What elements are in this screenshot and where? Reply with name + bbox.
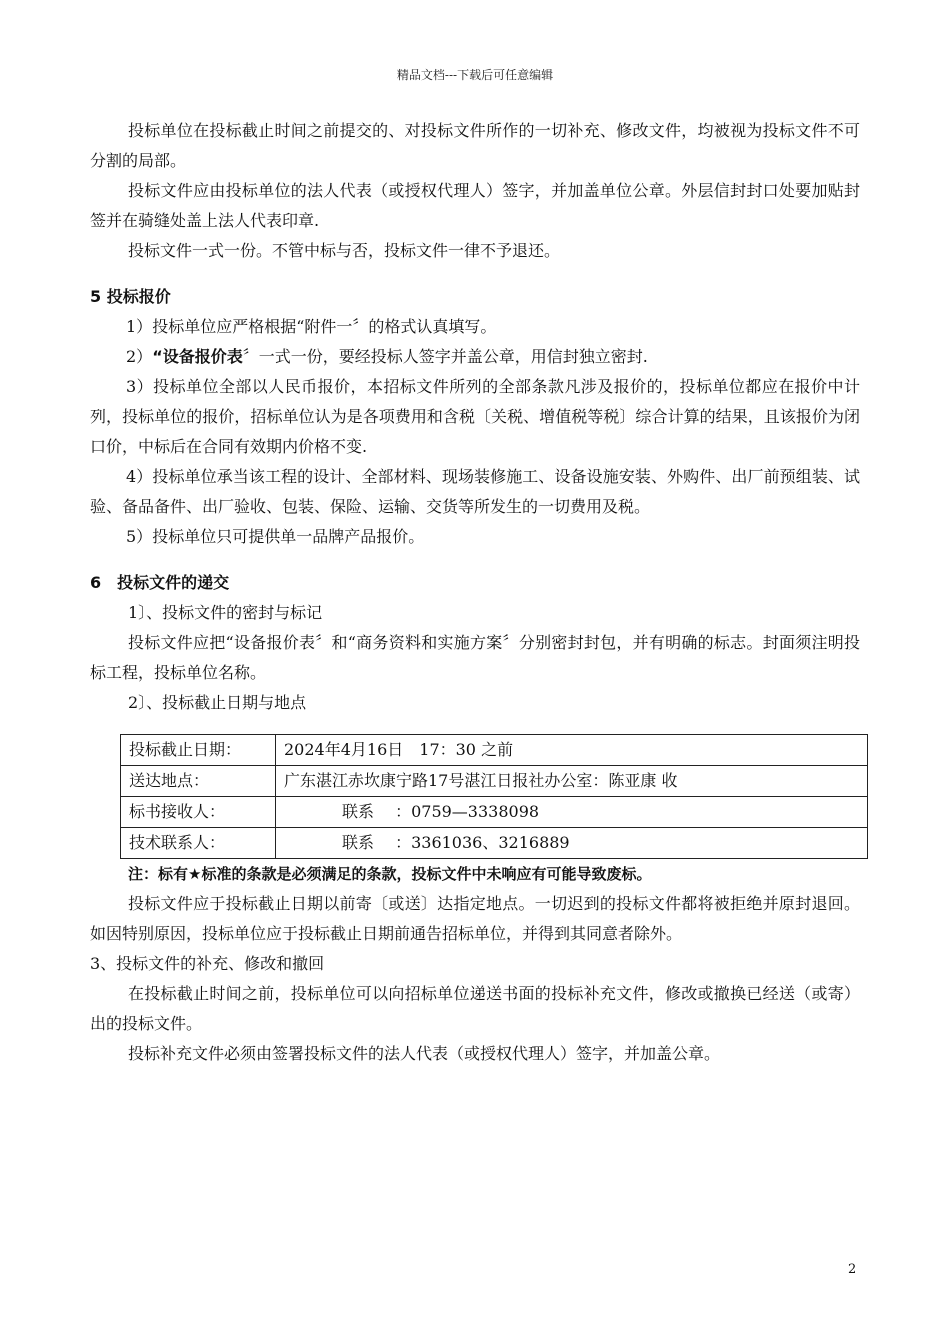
list-number: 2） <box>126 347 153 366</box>
table-row <box>121 797 868 828</box>
table-row <box>121 766 868 797</box>
list-item <box>90 462 860 522</box>
subheading: 2〕、投标截止日期与地点 <box>128 693 307 712</box>
section-heading-3: 3、投标文件的补充、修改和撤回 <box>90 954 325 973</box>
table-value-text: 联系 ：3361036、3216889 <box>342 833 570 852</box>
page-header: 精品文档---下载后可任意编辑 <box>396 68 554 82</box>
list-text: 投标单位承当该工程的设计、全部材料、现场装修施工、设备设施安装、外购件、出厂前预组装、试验、备品备件、出厂验收、包装、保险、运输、交货等所发生的一切费用及税。 <box>90 467 860 516</box>
list-text: 投标单位只可提供单一品牌产品报价。 <box>152 527 425 546</box>
paragraph: 投标文件应于投标截止日期以前寄〔或送〕达指定地点。一切迟到的投标文件都将被拒绝并原封退回。如因特别原因，投标单位应于投标截止日期前通告招标单位，并得到其同意者除外。 <box>90 894 860 943</box>
list-number: 3） <box>126 377 154 396</box>
list-text: 〞一式一份，要经投标人签字并盖公章，用信封独立密封. <box>242 347 648 366</box>
list-item <box>90 522 860 552</box>
table-row <box>121 828 868 859</box>
list-bold-text: “设备报价表 <box>152 347 243 366</box>
table-value-text: 联系 ：0759—3338098 <box>342 802 540 821</box>
page-number: 2 <box>848 1262 857 1277</box>
table-label: 送达地点： <box>121 766 276 797</box>
table-value <box>276 797 868 828</box>
table-value <box>276 828 868 859</box>
list-text: 投标单位应严格根据“附件一〞的格式认真填写。 <box>152 317 497 336</box>
paragraph: 在投标截止时间之前，投标单位可以向招标单位递送书面的投标补充文件，修改或撤换已经送（或寄）出的投标文件。 <box>90 984 860 1033</box>
table-label: 技术联系人： <box>121 828 276 859</box>
table-row <box>121 735 868 766</box>
list-item <box>90 342 860 372</box>
list-text: 投标单位全部以人民币报价，本招标文件所列的全部条款凡涉及报价的，投标单位都应在报价中计列，投标单位的报价，招标单位认为是各项费用和含税〔关税、增值税等税〕综合计算的结果，且该报价为闭口价，中标后在合同有效期内价格不变. <box>90 377 860 456</box>
section-heading-5: 5 投标报价 <box>90 287 171 306</box>
paragraph: 投标文件应把“设备报价表〞和“商务资料和实施方案〞分别密封封包，并有明确的标志。封面须注明投标工程，投标单位名称。 <box>90 633 860 682</box>
table-value: 广东湛江赤坎康宁路17号湛江日报社办公室：陈亚康 收 <box>276 766 868 797</box>
list-number: 4） <box>126 467 153 486</box>
deadline-table <box>120 734 868 859</box>
paragraph: 投标文件一式一份。不管中标与否，投标文件一律不予退还。 <box>128 241 561 260</box>
document-body <box>90 116 860 1069</box>
list-number: 1） <box>126 317 153 336</box>
table-value: 2024年4月16日 17：30 之前 <box>276 735 868 766</box>
section-heading-6: 6 投标文件的递交 <box>90 573 230 592</box>
list-item <box>90 312 860 342</box>
paragraph: 投标补充文件必须由签署投标文件的法人代表（或授权代理人）签字，并加盖公章。 <box>128 1044 721 1063</box>
paragraph: 投标单位在投标截止时间之前提交的、对投标文件所作的一切补充、修改文件，均被视为投标文件不可分割的局部。 <box>90 121 860 170</box>
note-text: 注：标有★标准的条款是必须满足的条款，投标文件中未响应有可能导致废标。 <box>128 865 652 883</box>
list-item <box>90 372 860 462</box>
table-label: 投标截止日期： <box>121 735 276 766</box>
table-label: 标书接收人： <box>121 797 276 828</box>
subheading: 1〕、投标文件的密封与标记 <box>128 603 323 622</box>
paragraph: 投标文件应由投标单位的法人代表（或授权代理人）签字，并加盖单位公章。外层信封封口处要加贴封签并在骑缝处盖上法人代表印章. <box>90 181 860 230</box>
list-number: 5） <box>126 527 153 546</box>
